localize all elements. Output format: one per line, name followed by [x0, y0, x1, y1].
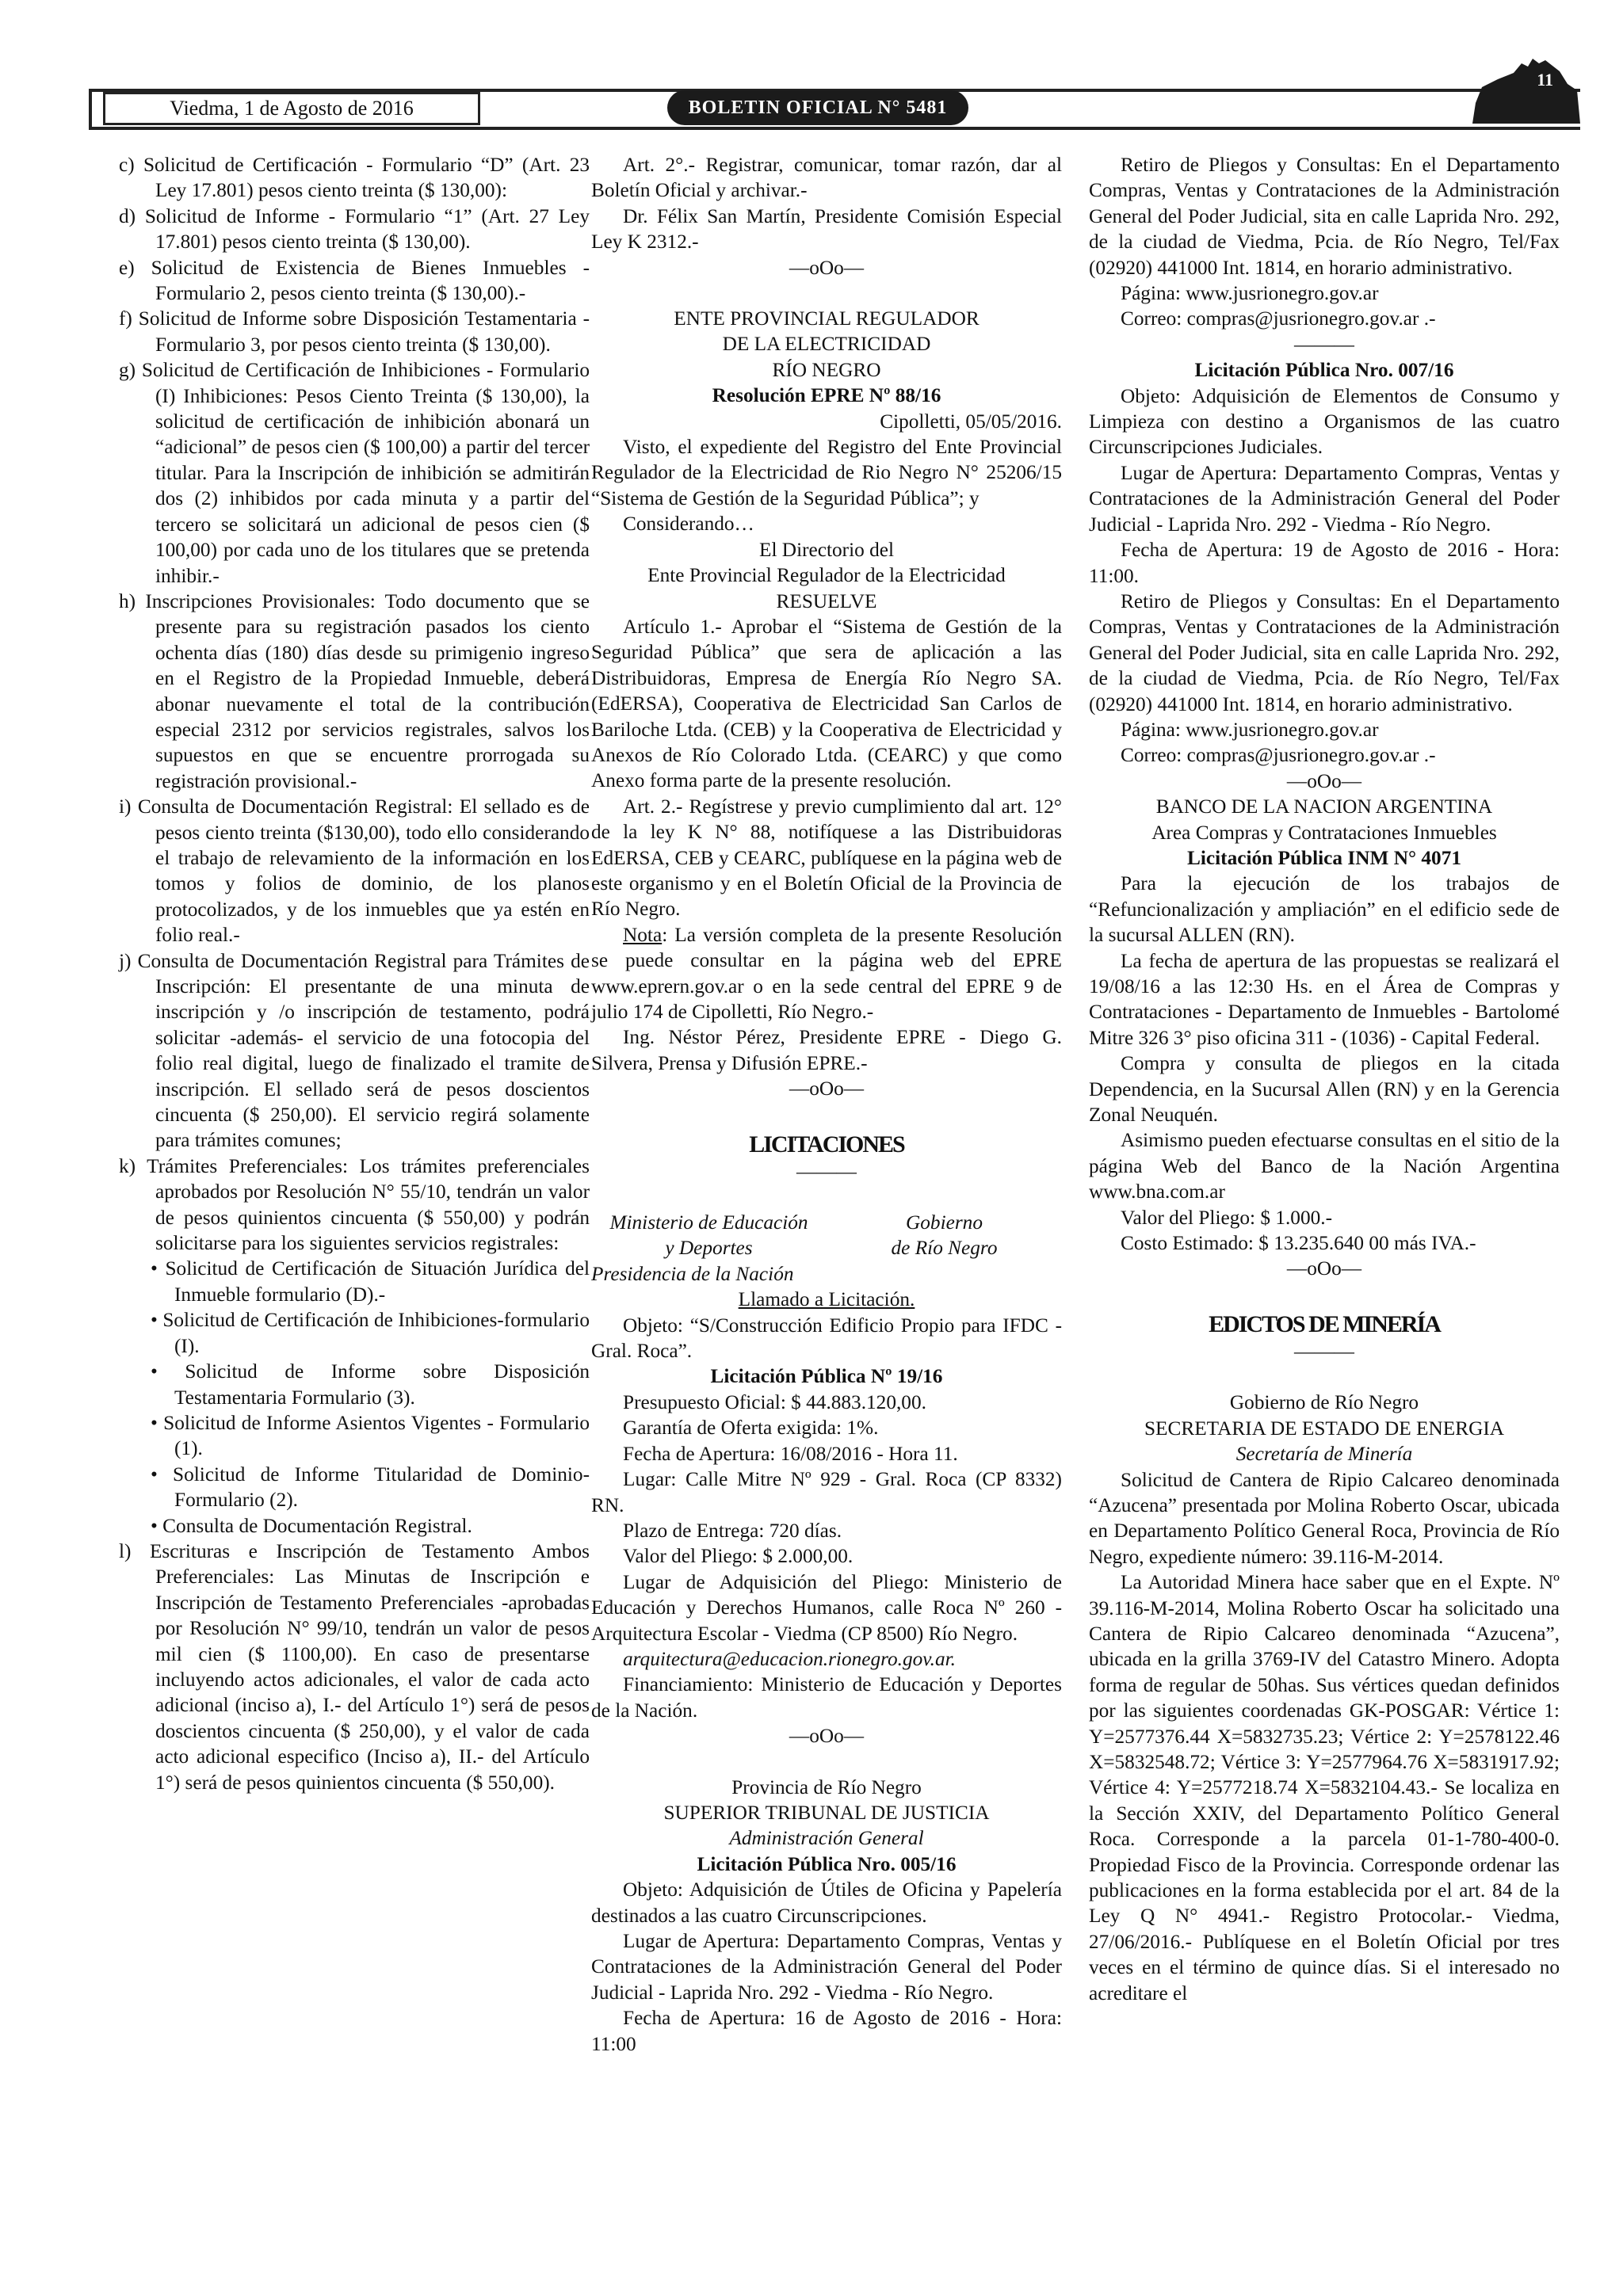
paragraph: Plazo de Entrega: 720 días. [623, 1519, 842, 1542]
page-header [89, 70, 1580, 133]
heading: SECRETARIA DE ESTADO DE ENERGIA [1144, 1417, 1505, 1440]
separator: —oOo— [1286, 1257, 1362, 1280]
paragraph: Presupuesto Oficial: $ 44.883.120,00. [623, 1390, 926, 1413]
epre-heading: DE LA ELECTRICIDAD [722, 333, 931, 356]
paragraph: Objeto: Adquisición de Útiles de Oficina y Papelería destinados a las cuatro Circunscripciones. [591, 1878, 1062, 1927]
ministry-right: Gobierno [906, 1211, 983, 1234]
list-item: i) Consulta de Documentación Registral: El sellado es de pesos ciento treinta ($130,00), todo ello considerando el trabajo de relevamiento de la información en los tomos y folios de dominio, de los planos protocolizados, y de los inmuebles que ya estén en folio real.- [119, 795, 590, 947]
signature: Dr. Félix San Martín, Presidente Comisión Especial Ley K 2312.- [591, 204, 1062, 254]
paragraph: Fecha de Apertura: 16 de Agosto de 2016 - Hora: 11:00 [591, 2007, 1062, 2055]
separator: —oOo— [789, 256, 865, 279]
paragraph: Correo: compras@jusrionegro.gov.ar .- [1121, 307, 1436, 330]
paragraph: Correo: compras@jusrionegro.gov.ar .- [1121, 744, 1436, 767]
bullet-item: • Solicitud de Informe sobre Disposición Testamentaria Formulario (3). [151, 1360, 590, 1409]
heading: SUPERIOR TRIBUNAL DE JUSTICIA [663, 1801, 990, 1824]
heading: Area Compras y Contrataciones Inmuebles [1151, 821, 1497, 844]
bullet-item: • Solicitud de Certificación de Inhibiciones-formulario (I). [151, 1309, 590, 1357]
paragraph: Página: www.jusrionegro.gov.ar [1121, 282, 1379, 305]
rule: ——— [1294, 333, 1354, 356]
heading: Administración General [729, 1827, 924, 1850]
paragraph: La fecha de apertura de las propuestas se realizará el 19/08/16 a las 12:30 Hs. en el Área de Compras y Contrataciones - Departamento de Inmuebles - Bartolomé Mitre 326 3° piso oficina 311 - (1036) - Capital Federal. [1089, 949, 1560, 1049]
ministry-left: y Deportes [665, 1237, 753, 1260]
list-item: e) Solicitud de Existencia de Bienes Inmuebles - Formulario 2, pesos ciento treinta ($ 130,00).- [119, 256, 590, 305]
licitacion-title: Licitación Pública Nº 19/16 [710, 1365, 943, 1388]
list-item: c) Solicitud de Certificación - Formulario “D” (Art. 23 Ley 17.801) pesos ciento treinta ($ 130,00): [119, 154, 590, 202]
paragraph: Objeto: Adquisición de Elementos de Consumo y Limpieza con destino a Organismos de las cuatro Circunscripciones Judiciales. [1089, 384, 1560, 459]
paragraph: Art. 2.- Regístrese y previo cumplimiento dal art. 12° de la ley K N° 88, notifíquese a las Distribuidoras EdERSA, CEB y CEARC, publíquese en la página web de este organismo y en el Boletín Oficial de la Provincia de Río Negro. [591, 795, 1062, 921]
list-item: h) Inscripciones Provisionales: Todo documento que se presente para su registración pasados los ciento ochenta días (180) días desde su primigenio ingreso en el Registro de la Propiedad Inmueble, deberá abonar nuevamente el total de la contribución especial 2312 por servicios registrales, salvos los supuestos en que se encuentre prorrogada su registración provisional.- [119, 589, 590, 792]
paragraph: Para la ejecución de los trabajos de “Refuncionalización y ampliación” en el edificio sede de la sucursal ALLEN (RN). [1089, 872, 1560, 947]
paragraph: Solicitud de Cantera de Ripio Calcareo denominada “Azucena” presentada por Molina Roberto Oscar, ubicada en Departamento Político General Roca, Provincia de Río Negro, expediente número: 39.116-M-2014. [1089, 1468, 1560, 1568]
llamado: Llamado a Licitación. [738, 1288, 915, 1311]
paragraph: Compra y consulta de pliegos en la citada Dependencia, en la Sucursal Allen (RN) y en la Gerencia Zonal Neuquén. [1089, 1052, 1560, 1127]
paragraph: Lugar de Apertura: Departamento Compras, Ventas y Contrataciones de la Administración General del Poder Judicial - Laprida Nro. 292 - Viedma - Río Negro. [1089, 461, 1560, 536]
paragraph: Visto, el expediente del Registro del Ente Provincial Regulador de la Electricidad de Rio Negro N° 25206/15 “Sistema de Gestión de la Seguridad Pública”; y [591, 436, 1062, 509]
section-dash: ——— [1294, 1340, 1354, 1363]
bullet-item: • Solicitud de Certificación de Situación Jurídica del Inmueble formulario (D).- [151, 1257, 590, 1306]
paragraph: Garantía de Oferta exigida: 1%. [623, 1417, 879, 1440]
resolution-title: Resolución EPRE Nº 88/16 [712, 384, 941, 407]
paragraph: Costo Estimado: $ 13.235.640 00 más IVA.- [1121, 1232, 1476, 1255]
licitacion-title: Licitación Pública INM N° 4071 [1187, 846, 1461, 869]
list-item: l) Escrituras e Inscripción de Testamento Ambos Preferenciales: Las Minutas de Inscripción e Inscripción de Testamento Preferenciales -aprobadas por Resolución N° 99/10, tendrán un valor de pesos mil cien ($ 1100,00). En caso de presentarse incluyendo actos adicionales, el valor de cada acto adicional (inciso a), I.- del Artículo 1°) será de pesos doscientos cincuenta ($ 250,00), y el valor de cada acto adicional especifico (Inciso a), II.- del Artículo 1°) será de pesos quinientos cincuenta ($ 550,00). [119, 1539, 590, 1794]
paragraph: Lugar de Adquisición del Pliego: Ministerio de Educación y Derechos Humanos, calle Roca Nº 260 - Arquitectura Escolar - Viedma (CP 8500) Río Negro. [591, 1570, 1062, 1645]
heading: RESUELVE [776, 589, 877, 612]
heading: Gobierno de Río Negro [1229, 1391, 1419, 1414]
licitacion-title: Licitación Pública Nro. 007/16 [1194, 359, 1454, 382]
section-dash: ——— [796, 1160, 857, 1183]
list-item: g) Solicitud de Certificación de Inhibiciones - Formulario (I) Inhibiciones: Pesos Ciento Treinta ($ 130,00), la solicitud de certificación de inhibición abonará un “adicional” de pesos cien ($ 100,00) a partir del tercer titular. Para la Inscripción de inhibición se admitirán dos (2) inhibidos por cada minuta y a partir del tercero se solicitará un adicional de pesos cien ($ 100,00) por cada uno de los titulares que se pretenda inhibir.- [119, 359, 590, 587]
resolution-date: Cipolletti, 05/05/2016. [880, 410, 1062, 433]
paragraph: Retiro de Pliegos y Consultas: En el Departamento Compras, Ventas y Contrataciones de la Administración General del Poder Judicial, sita en calle Laprida Nro. 292, de la ciudad de Viedma, Pcia. de Río Negro, Tel/Fax (02920) 441000 Int. 1814, en horario administrativo. [1089, 154, 1560, 279]
header-date: Viedma, 1 de Agosto de 2016 [103, 92, 480, 125]
section-title-mineria: EDICTOS DE MINERÍA [1209, 1310, 1440, 1337]
paragraph: Fecha de Apertura: 19 de Agosto de 2016 - Hora: 11:00. [1089, 539, 1560, 587]
paragraph: Considerando… [623, 513, 754, 536]
header-title: BOLETIN OFICIAL N° 5481 [667, 90, 968, 125]
note-text: : La versión completa de la presente Resolución se puede consultar en la página web del EPRE www.eprern.gov.ar o en la sede central del EPRE 9 de julio 174 de Cipolletti, Río Negro.- [591, 923, 1062, 1023]
paragraph: Financiamiento: Ministerio de Educación y Deportes de la Nación. [591, 1673, 1062, 1722]
paragraph: Objeto: “S/Construcción Edificio Propio para IFDC - Gral. Roca”. [591, 1314, 1062, 1363]
list-item: k) Trámites Preferenciales: Los trámites preferenciales aprobados por Resolución N° 55/10, tendrán un valor de pesos quinientos cincuenta ($ 550,00) y podrán solicitarse para los siguientes servicios registrales: [119, 1154, 590, 1255]
rio-negro-map-icon [1466, 55, 1585, 132]
column-2 [591, 152, 1062, 2057]
ministry-right: de Río Negro [891, 1237, 998, 1260]
ministry-left: Ministerio de Educación [609, 1211, 808, 1234]
ministry-header [591, 1210, 1062, 1235]
section-title-licitaciones: LICITACIONES [749, 1131, 904, 1158]
note-label: Nota [623, 923, 663, 946]
article-2: Art. 2°.- Registrar, comunicar, tomar razón, dar al Boletín Oficial y archivar.- [591, 154, 1062, 202]
paragraph: Lugar: Calle Mitre Nº 929 - Gral. Roca (CP 8332) RN. [591, 1468, 1062, 1516]
separator: —oOo— [789, 1725, 865, 1748]
epre-heading: ENTE PROVINCIAL REGULADOR [674, 307, 980, 330]
email: arquitectura@educacion.rionegro.gov.ar. [623, 1647, 956, 1670]
page-number-badge [1466, 55, 1585, 132]
bullet-item: • Solicitud de Informe Asientos Vigentes - Formulario (1). [151, 1411, 590, 1460]
heading: Secretaría de Minería [1235, 1443, 1413, 1466]
heading: Ente Provincial Regulador de la Electricidad [647, 564, 1006, 587]
licitacion-title: Licitación Pública Nro. 005/16 [697, 1852, 957, 1875]
note-paragraph [591, 922, 1062, 1025]
list-item: d) Solicitud de Informe - Formulario “1” (Art. 27 Ley 17.801) pesos ciento treinta ($ 130,00). [119, 204, 590, 254]
ministry-line: Presidencia de la Nación [591, 1262, 794, 1285]
column-3 [1089, 152, 1560, 2006]
paragraph: Fecha de Apertura: 16/08/2016 - Hora 11. [623, 1442, 958, 1465]
paragraph: Lugar de Apertura: Departamento Compras, Ventas y Contrataciones de la Administración General del Poder Judicial - Laprida Nro. 292 - Viedma - Río Negro. [591, 1930, 1062, 2004]
heading: Provincia de Río Negro [731, 1775, 922, 1798]
heading: BANCO DE LA NACION ARGENTINA [1155, 795, 1493, 818]
paragraph: La Autoridad Minera hace saber que en el Expte. Nº 39.116-M-2014, Molina Roberto Oscar ha solicitado una Cantera de Ripio Calcareo denominada “Azucena”, ubicada en la grilla 3769-IV del Catastro Minero. Adopta forma de regular de 50has. Sus vértices quedan definidos por las siguientes coordenadas GK-POSGAR: Vértice 1: Y=2577376.44 X=5832735.23; Vértice 2: Y=2578122.46 X=5832548.72; Vértice 3: Y=2577964.76 X=5831917.92; Vértice 4: Y=2577218.74 X=5832104.43.- Se localiza en la Sección XXIV, del Departamento Político General Roca. Corresponde a la parcela 01-1-780-400-0. Propiedad Fisco de la Provincia. Corresponde ordenar las publicaciones en la forma establecida por el art. 84 de la Ley Q N° 4941.- Registro Protocolar.- Viedma, 27/06/2016.- Publíquese en el Boletín Oficial por tres veces en el término de quince días. Si el interesado no acreditare el [1089, 1571, 1560, 2004]
heading: El Directorio del [759, 538, 894, 561]
ministry-header [591, 1235, 1062, 1261]
separator: —oOo— [1286, 769, 1362, 792]
paragraph: Artículo 1.- Aprobar el “Sistema de Gestión de la Seguridad Pública” que sera de aplicación a las Distribuidoras, Empresa de Energía Río Negro SA. (EdERSA), Cooperativa de Electricidad San Carlos de Bariloche Ltda. (CEB) y la Cooperativa de Electricidad y Anexos de Río Colorado Ltda. (CEARC) y que como Anexo forma parte de la presente resolución. [591, 615, 1062, 792]
paragraph: Valor del Pliego: $ 2.000,00. [623, 1545, 854, 1568]
epre-heading: RÍO NEGRO [772, 358, 881, 381]
paragraph: Asimismo pueden efectuarse consultas en el sitio de la página Web del Banco de la Nación Argentina www.bna.com.ar [1089, 1129, 1560, 1203]
bullet-item: • Consulta de Documentación Registral. [151, 1514, 472, 1537]
paragraph: Valor del Pliego: $ 1.000.- [1121, 1206, 1332, 1229]
page-number: 11 [1537, 70, 1553, 90]
paragraph: Retiro de Pliegos y Consultas: En el Departamento Compras, Ventas y Contrataciones de la Administración General del Poder Judicial, sita en calle Laprida Nro. 292, de la ciudad de Viedma, Pcia. de Río Negro, Tel/Fax (02920) 441000 Int. 1814, en horario administrativo. [1089, 589, 1560, 715]
paragraph: Página: www.jusrionegro.gov.ar [1121, 718, 1379, 741]
separator: —oOo— [789, 1077, 865, 1100]
signature: Ing. Néstor Pérez, Presidente EPRE - Diego G. Silvera, Prensa y Difusión EPRE.- [591, 1026, 1062, 1074]
bullet-item: • Solicitud de Informe Titularidad de Dominio- Formulario (2). [151, 1463, 590, 1512]
list-item: f) Solicitud de Informe sobre Disposición Testamentaria - Formulario 3, por pesos ciento treinta ($ 130,00). [119, 307, 590, 356]
list-item: j) Consulta de Documentación Registral para Trámites de Inscripción: El presentante de una minuta de inscripción y /o inscripción de testamento, podrá solicitar -además- el servicio de una fotocopia del folio real digital, luego de finalizado el tramite de inscripción. El sellado será de pesos doscientos cincuenta ($ 250,00). El servicio regirá solamente para trámites comunes; [119, 949, 590, 1152]
column-1 [119, 152, 590, 1795]
